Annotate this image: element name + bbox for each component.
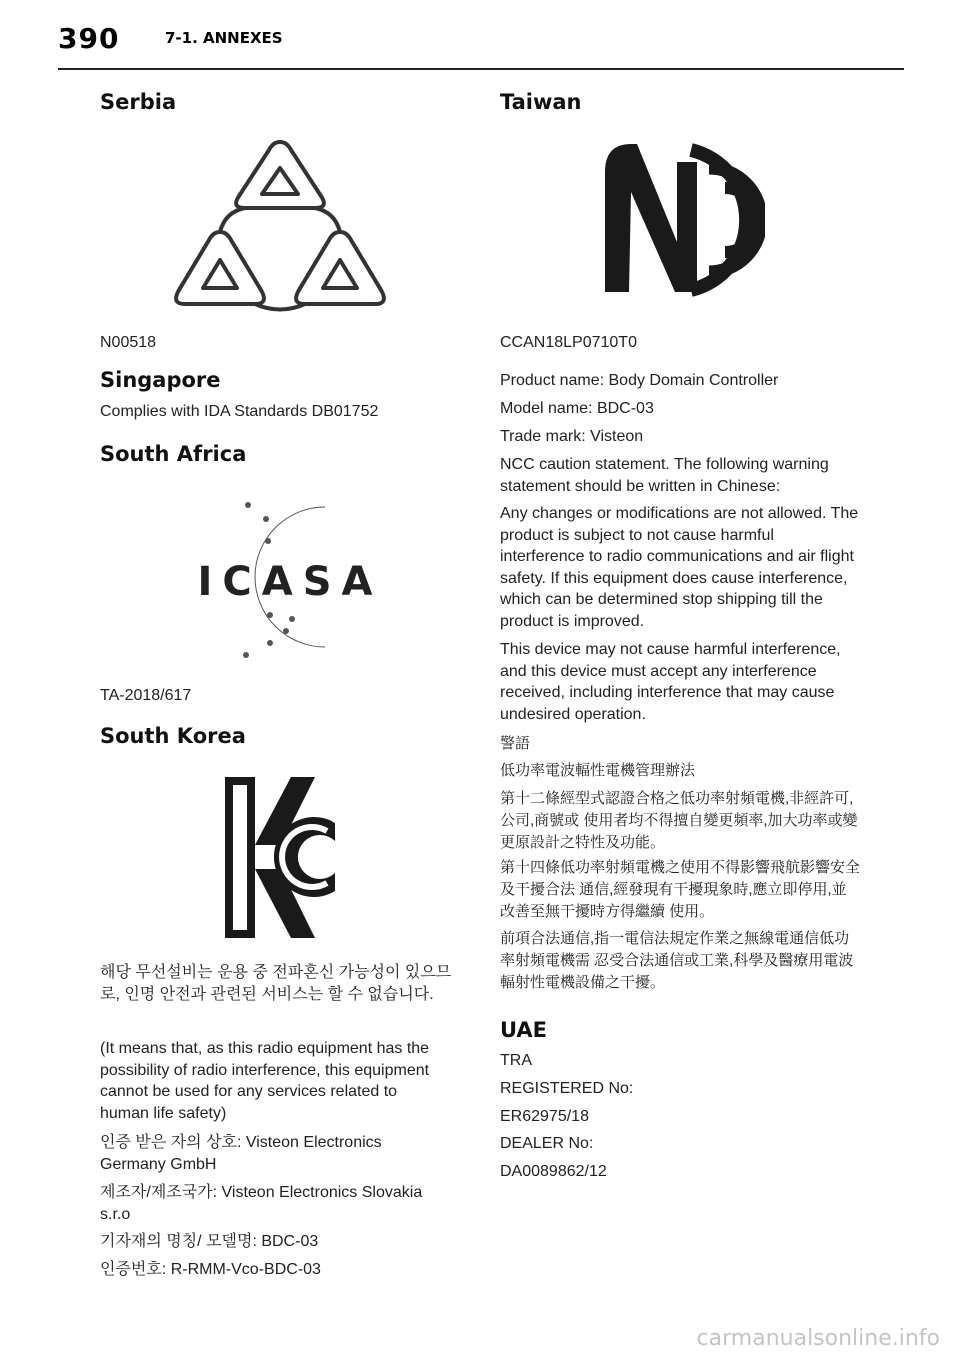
uae-registered-label: REGISTERED No: <box>500 1080 634 1097</box>
model-name-kr: 기자재의 명칭/ 모델명: BDC-03 <box>100 1233 319 1250</box>
south-africa-code: TA-2018/617 <box>100 687 192 704</box>
zh-warning-title: 警語 <box>500 735 531 752</box>
taiwan-product-name: Product name: Body Domain Controller <box>500 372 779 389</box>
taiwan-heading: Taiwan <box>500 90 582 114</box>
certifier-name: 인증 받은 자의 상호: Visteon Electronics Germany GmbH <box>100 1134 382 1173</box>
ncc-paragraph-2: This device may not cause harmful interference, and this device must accept any interference received, including interference that may cause undesired operation. <box>500 641 841 723</box>
icasa-logo <box>190 495 390 665</box>
ncc-logo <box>595 132 765 307</box>
icasa-logo-text: ICASA <box>197 559 383 605</box>
serbia-heading: Serbia <box>100 90 177 114</box>
ncc-paragraph-1: Any changes or modifications are not allowed. The product is subject to not cause harmful interference to radio communications and air flight safety. If this equipment does cause interference, which can be determined stop shipping till the product is improved. <box>500 505 859 630</box>
english-notice: (It means that, as this radio equipment has the possibility of radio interference, this equipment cannot be used for any services related to human life safety) <box>100 1040 430 1122</box>
uae-heading: UAE <box>500 1018 548 1042</box>
singapore-heading: Singapore <box>100 368 221 392</box>
kc-logo <box>223 775 338 940</box>
watermark: carmanualsonline.info <box>696 1326 940 1351</box>
uae-dealer-label: DEALER No: <box>500 1135 594 1152</box>
south-korea-heading: South Korea <box>100 724 246 748</box>
cert-number-kr: 인증번호: R-RMM-Vco-BDC-03 <box>100 1261 321 1278</box>
zh-paragraph-2: 第十四條低功率射頻電機之使用不得影響飛航影響安全及干擾合法 通信,經發現有干擾現象時,應立即停用,並改善至無干擾時方得繼續 使用。 <box>500 859 861 920</box>
singapore-text: Complies with IDA Standards DB01752 <box>100 403 379 420</box>
uae-line-tra: TRA <box>500 1052 532 1069</box>
taiwan-trade-mark: Trade mark: Visteon <box>500 428 644 445</box>
zh-paragraph-1: 第十二條經型式認證合格之低功率射頻電機,非經許可,公司,商號或 使用者均不得擅自變更頻率,加大功率或變更原設計之特性及功能。 <box>500 790 858 851</box>
header-divider <box>58 68 904 70</box>
page-header <box>0 0 960 70</box>
zh-paragraph-3: 前項合法通信,指一電信法規定作業之無線電通信低功率射頻電機需 忍受合法通信或工業,科學及醫療用電波輻射性電機設備之干擾。 <box>500 930 854 991</box>
taiwan-model-name: Model name: BDC-03 <box>500 400 654 417</box>
serbia-code: N00518 <box>100 334 157 351</box>
south-africa-heading: South Africa <box>100 442 247 466</box>
manufacturer-name: 제조자/제조국가: Visteon Electronics Slovakia s.r.o <box>100 1184 423 1223</box>
section-title: 7-1. ANNEXES <box>165 29 283 47</box>
ncc-caution-intro: NCC caution statement. The following warning statement should be written in Chinese: <box>500 456 829 495</box>
zh-line-1: 低功率電波輻性電機管理辦法 <box>500 762 696 779</box>
taiwan-code: CCAN18LP0710T0 <box>500 334 637 351</box>
serbia-triangle-logo <box>165 130 395 315</box>
korean-notice: 해당 무선설비는 운용 중 전파혼신 가능성이 있으므로, 인명 안전과 관련된 서비스는 할 수 없습니다. <box>100 964 452 1003</box>
uae-registered-number: ER62975/18 <box>500 1108 589 1125</box>
page-number: 390 <box>58 22 120 55</box>
uae-dealer-number: DA0089862/12 <box>500 1163 607 1180</box>
